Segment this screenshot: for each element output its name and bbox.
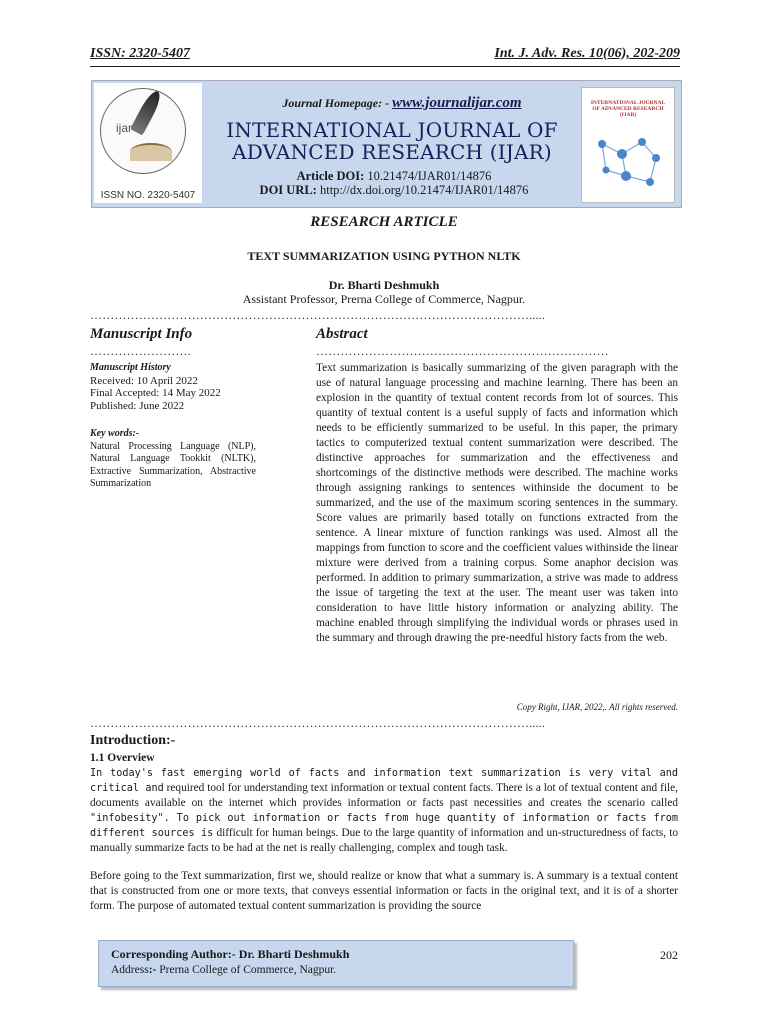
author-affiliation: Assistant Professor, Prerna College of Commerce, Nagpur. — [242, 292, 526, 306]
keywords-heading: Key words:- — [90, 428, 140, 439]
introduction-heading: Introduction:- — [90, 733, 176, 748]
intro-p1-handwritten-a: In today's fast emerging world of facts and information text summarization is very vital and critical and — [90, 768, 678, 794]
page-number: 202 — [660, 948, 678, 962]
issn-text: ISSN: 2320-5407 — [90, 46, 190, 61]
manuscript-history — [90, 362, 258, 412]
intro-paragraph-1 — [90, 766, 678, 856]
abstract-rule: ……………………………………………………………… — [316, 344, 609, 358]
corresponding-author: Corresponding Author:- Dr. Bharti Deshmukh — [111, 947, 350, 961]
running-header — [90, 46, 680, 67]
homepage-link[interactable]: www.journalijar.com — [392, 95, 522, 111]
journal-title — [204, 119, 580, 163]
cover-title: INTERNATIONAL JOURNAL OF ADVANCED RESEARCH (IJAR) — [590, 100, 666, 118]
journal-reference: Int. J. Adv. Res. 10(06), 202-209 — [494, 46, 680, 61]
doi-label: Article DOI: — [296, 169, 365, 183]
journal-cover-image — [581, 87, 675, 203]
article-type: RESEARCH ARTICLE — [310, 214, 458, 230]
ijar-logo — [94, 83, 202, 203]
book-icon — [130, 143, 172, 161]
homepage-label: Journal Homepage: - — [282, 96, 393, 110]
journal-homepage — [212, 95, 592, 112]
logo-text: ijar — [116, 121, 133, 135]
journal-title-line1: INTERNATIONAL JOURNAL OF — [226, 118, 558, 142]
abstract-text: Text summarization is basically summarizing of the given paragraph with the use of natural language processing and machine learning. There has been an explosion in the quantity of textual content records from lot of sources. This quantity of textual content is a useful supply of facts and information which needs to be efficiently summarized to be useful. In this paper, the primary tactics to computerized textual content summarization were described. The distinctive approaches for summarization and the effectiveness and shortcomings of the distinctive methods were described. The machine works through assigning rankings to sentences withinside the document to be summarized, and the use of the maximum scoring sentences in the summary. Score values are primarily based totally on functions extracted from the sentence. A linear mixture of function rankings was used. Almost all the mappings from function to score and the coefficient values withinside the linear mixture were derived from a training corpus. Some anaphor decision was performed. In addition to primary summarization, a strive was made to address the issue of targeting the text at the user. The meant user was taken into consideration to have little history information or analyzing ability. The machine enabled through simplifying the individual words or phrases used in the summary and through drawing the pre-needful history facts from the web. — [316, 362, 678, 644]
doi-url-label: DOI URL: — [259, 183, 317, 197]
corresponding-author-box — [98, 940, 574, 987]
intro-p1-handwritten-b: "infobesity". To pick out information or facts from huge quantity of information or facts from different sources is — [90, 813, 678, 839]
keywords-block — [90, 428, 256, 491]
keywords-text: Natural Processing Language (NLP), Natural Language Tookkit (NLTK), Extractive Summarization, Abstractive Summarization — [90, 440, 256, 489]
doi-block — [204, 169, 584, 197]
abstract-heading: Abstract — [316, 326, 368, 342]
logo-issn: ISSN NO. 2320-5407 — [100, 190, 196, 201]
separator-rule-top: ………………………………………………………………………………………………..... — [90, 308, 546, 322]
history-heading: Manuscript History — [90, 362, 171, 373]
separator-rule-bottom: ………………………………………………………………………………………………..... — [90, 716, 546, 730]
paper-title: TEXT SUMMARIZATION USING PYTHON NLTK — [247, 249, 521, 263]
overview-subheading: 1.1 Overview — [90, 752, 155, 764]
address-label: Address — [111, 964, 149, 976]
journal-banner — [91, 80, 682, 208]
intro-paragraph-2: Before going to the Text summarization, first we, should realize or know that what a summary is. A summary is a textual content that is constructed from one or more texts, that conveys essential information or facts in the original text, and it is of a shorter form. The purpose of automated textual content summarization is providing the source — [90, 870, 678, 912]
manuscript-rule: ……………………. — [90, 344, 191, 358]
journal-title-line2: ADVANCED RESEARCH (IJAR) — [232, 140, 552, 164]
published-date: Published: June 2022 — [90, 399, 185, 412]
author-address — [111, 964, 336, 976]
received-date: Received: 10 April 2022 — [90, 374, 198, 387]
address-separator: :- — [148, 964, 160, 976]
doi-url-link[interactable]: http://dx.doi.org/10.21474/IJAR01/14876 — [319, 183, 529, 197]
molecule-icon — [592, 124, 666, 194]
doi-value: 10.21474/IJAR01/14876 — [367, 169, 492, 183]
manuscript-info-heading: Manuscript Info — [90, 326, 193, 342]
intro-p1-text-b: difficult for human beings. Due to the large quantity of information and un-structuredness of facts, to manually summarize facts to be had at the net is really challenging, complex and tough task. — [90, 827, 678, 854]
accepted-date: Final Accepted: 14 May 2022 — [90, 387, 221, 399]
copyright-notice: Copy Right, IJAR, 2022,. All rights reserved. — [516, 702, 678, 712]
author-name: Dr. Bharti Deshmukh — [328, 278, 440, 292]
intro-p1-text-a: required tool for understanding text information or textual content facts. There is a lot of textual content and file, documents available on the internet which provides information or facts past necessities and creates the scenario called — [90, 782, 678, 809]
address-value: Prerna College of Commerce, Nagpur. — [159, 964, 337, 976]
